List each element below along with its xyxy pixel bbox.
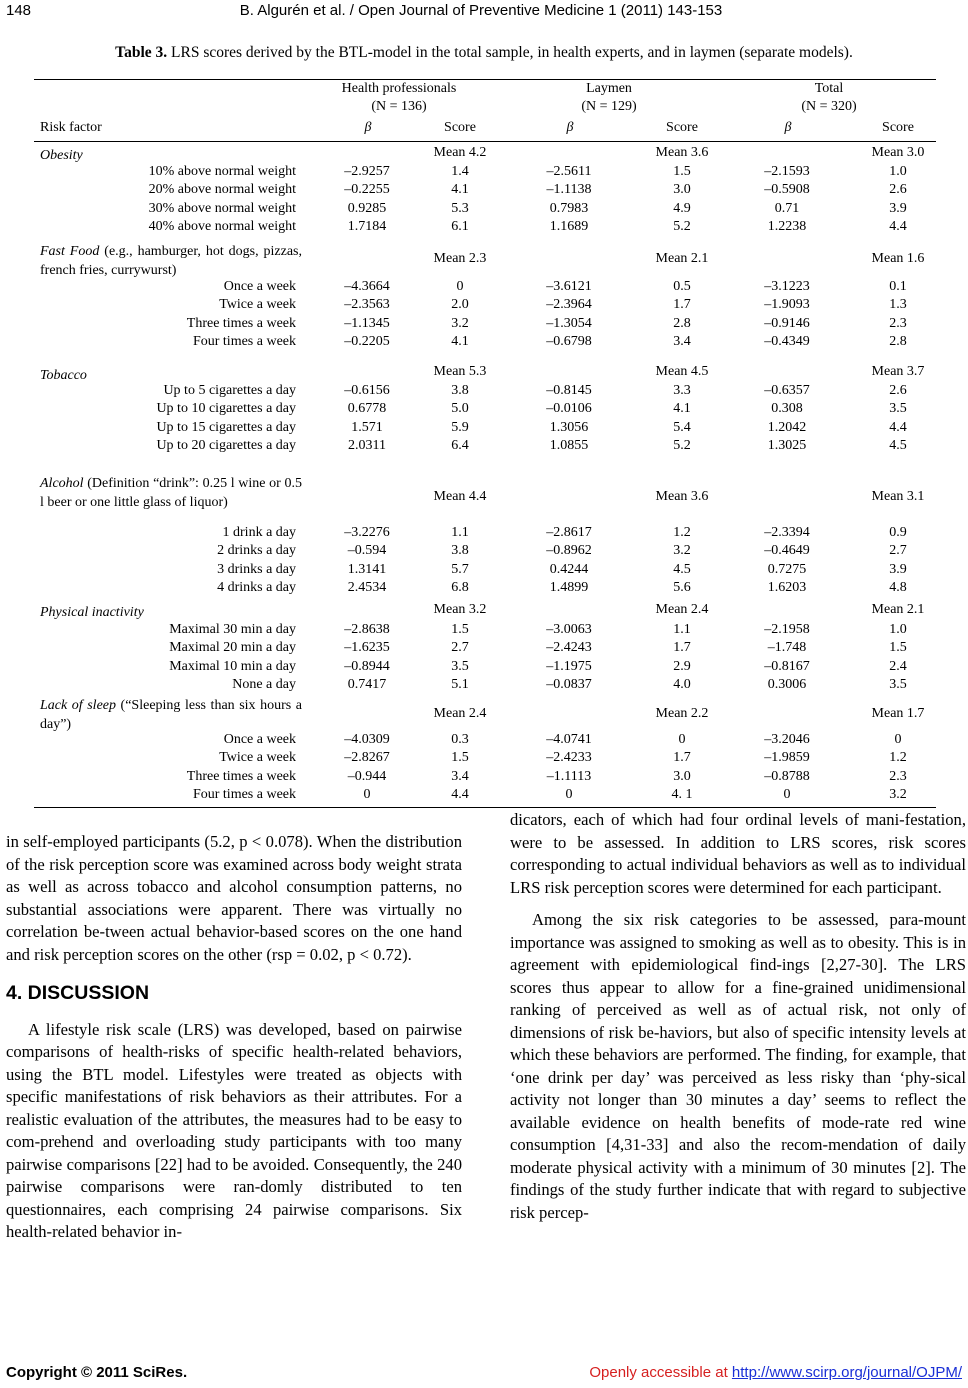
beta-value: –0.0106 (546, 401, 592, 417)
beta-value: –3.2276 (344, 525, 390, 540)
category-mean: Mean 3.2 (433, 602, 487, 617)
score-value: 2.4 (889, 658, 907, 674)
category-mean: Mean 1.7 (871, 706, 925, 721)
beta-value: –3.0063 (546, 622, 592, 637)
score-value: 1.0 (889, 622, 907, 637)
score-value: 3.5 (889, 677, 907, 693)
score-value: 4. 1 (671, 787, 693, 803)
score-header: Score (444, 120, 476, 135)
score-value: 0.1 (889, 279, 907, 294)
level-label: Up to 20 cigarettes a day (156, 438, 296, 454)
beta-value: 1.0855 (549, 438, 589, 454)
beta-value: 0.3006 (767, 677, 807, 693)
score-value: 2.8 (673, 315, 691, 331)
category-mean: Mean 2.4 (433, 706, 487, 721)
score-value: 6.4 (451, 438, 469, 454)
beta-value: –0.594 (347, 543, 387, 559)
score-value: 5.3 (451, 200, 469, 216)
beta-value: 0 (783, 787, 791, 803)
group-header-total (754, 80, 904, 116)
level-label: Once a week (223, 279, 296, 294)
category-mean: Mean 3.0 (871, 145, 925, 160)
beta-value: –2.3394 (764, 525, 810, 540)
beta-value: 1.571 (351, 419, 383, 435)
category-name: Fast Food (40, 244, 100, 259)
group-name: Health professionals (341, 81, 457, 96)
beta-value: –2.8638 (344, 622, 390, 637)
beta-value: –0.2205 (344, 334, 390, 350)
beta-value: –1.1138 (546, 182, 592, 198)
score-value: 2.7 (451, 640, 469, 656)
score-value: 2.7 (889, 543, 907, 559)
score-value: 3.4 (673, 334, 691, 350)
score-value: 5.4 (673, 419, 691, 435)
group-header-health-professionals (314, 80, 484, 116)
score-value: 6.1 (451, 219, 469, 235)
beta-value: –2.3964 (546, 297, 592, 313)
beta-value: 0.308 (771, 401, 803, 417)
score-value: 3.4 (451, 768, 469, 784)
score-value: 3.0 (673, 768, 691, 784)
score-value: 4.4 (889, 419, 907, 435)
score-value: 3.5 (451, 658, 469, 674)
score-value: 3.5 (889, 401, 907, 417)
level-label: Up to 10 cigarettes a day (156, 401, 296, 417)
category-mean: Mean 2.2 (655, 706, 709, 721)
level-label: Four times a week (192, 787, 296, 803)
level-label: 10% above normal weight (148, 164, 296, 179)
score-value: 0 (456, 279, 464, 294)
access-text: Openly accessible at (589, 1364, 732, 1381)
score-header: Score (666, 120, 698, 135)
beta-value: –2.8617 (546, 525, 592, 540)
category-mean: Mean 3.7 (871, 364, 925, 379)
category-name: Physical inactivity (40, 605, 144, 620)
score-value: 1.5 (673, 164, 691, 179)
level-label: Maximal 30 min a day (169, 622, 296, 637)
beta-value: –0.4349 (764, 334, 810, 350)
category-mean: Mean 2.4 (655, 602, 709, 617)
score-value: 1.7 (673, 297, 691, 313)
score-value: 4.4 (451, 787, 469, 803)
score-value: 4.9 (673, 200, 691, 216)
level-label: Maximal 10 min a day (169, 658, 296, 674)
beta-value: –3.2046 (764, 732, 810, 747)
beta-value: –0.6156 (344, 383, 390, 398)
left-column (6, 831, 462, 1244)
copyright-notice: Copyright © 2011 SciRes. (6, 1364, 188, 1381)
beta-value: –3.6121 (546, 279, 592, 294)
score-value: 1.2 (889, 750, 907, 766)
beta-value: –0.6798 (546, 334, 592, 350)
score-value: 3.9 (889, 200, 907, 216)
category-name: Lack of sleep (40, 698, 116, 713)
level-label: 4 drinks a day (217, 580, 296, 596)
beta-value: 1.4899 (549, 580, 589, 596)
score-header: Score (882, 120, 914, 135)
beta-value: 1.2042 (767, 419, 807, 435)
score-value: 5.0 (451, 401, 469, 417)
score-value: 0.5 (673, 279, 691, 294)
beta-value: –1.6235 (344, 640, 390, 656)
beta-value: –2.4243 (546, 640, 592, 656)
beta-value: –2.1593 (764, 164, 810, 179)
category-description: (Definition “drink”: 0.25 l wine or 0.5 l beer or one little glass of liquor) (40, 476, 302, 510)
beta-value: –0.8167 (764, 658, 810, 674)
score-value: 5.7 (451, 561, 469, 577)
beta-value: 1.3141 (347, 561, 387, 577)
score-value: 2.3 (889, 768, 907, 784)
group-name: Laymen (586, 81, 632, 96)
score-value: 5.6 (673, 580, 691, 596)
beta-value: 0 (565, 787, 573, 803)
score-value: 4.5 (889, 438, 907, 454)
score-value: 3.0 (673, 182, 691, 198)
category-mean: Mean 2.1 (871, 602, 925, 617)
category-mean: Mean 3.1 (871, 489, 925, 504)
score-value: 2.6 (889, 182, 907, 198)
score-value: 5.2 (673, 219, 691, 235)
category-label (40, 603, 302, 622)
score-value: 1.0 (889, 164, 907, 179)
score-value: 2.0 (451, 297, 469, 313)
score-value: 2.6 (889, 383, 907, 398)
score-value: 3.2 (673, 543, 691, 559)
beta-value: –0.8962 (546, 543, 592, 559)
category-label (40, 242, 302, 280)
score-value: 0.9 (889, 525, 907, 540)
level-label: Maximal 20 min a day (169, 640, 296, 656)
beta-value: 1.3025 (767, 438, 807, 454)
category-label (40, 146, 302, 165)
category-mean: Mean 2.3 (433, 251, 487, 266)
score-value: 1.1 (451, 525, 469, 540)
beta-value: 0.7417 (347, 677, 387, 693)
category-mean: Mean 4.5 (655, 364, 709, 379)
category-label (40, 696, 302, 734)
beta-value: 0.4244 (549, 561, 589, 577)
level-label: 2 drinks a day (217, 543, 296, 559)
score-value: 5.9 (451, 419, 469, 435)
left-paragraph-1: in self-employed participants (5.2, p < 0.078). When the distribution of the risk perception score was examined across body weight strata as well as across tobacco and alcohol consumption patterns, no substantial associations were apparent. There was virtually no correlation be-tween actual behavior-based scores on the one hand and risk perception scores on the other (rsp = 0.02, p < 0.72). (6, 832, 462, 964)
beta-value: –2.3563 (344, 297, 390, 313)
beta-value: –4.0741 (546, 732, 592, 747)
score-value: 3.2 (451, 315, 469, 331)
beta-value: –4.3664 (344, 279, 390, 294)
score-value: 0 (894, 732, 902, 747)
score-value: 4.4 (889, 219, 907, 235)
beta-value: –0.6357 (764, 383, 810, 398)
group-header-laymen (534, 80, 684, 116)
score-value: 2.3 (889, 315, 907, 331)
beta-value: 0.9285 (347, 200, 387, 216)
beta-value: 0.71 (774, 200, 800, 216)
score-value: 1.2 (673, 525, 691, 540)
beta-value: 2.0311 (348, 438, 386, 454)
score-value: 4.5 (673, 561, 691, 577)
category-name: Alcohol (40, 476, 84, 491)
beta-value: –1.748 (767, 640, 807, 656)
level-label: 20% above normal weight (148, 182, 296, 198)
table-bottom-rule (34, 807, 936, 808)
beta-value: –2.9257 (344, 164, 390, 179)
score-value: 3.8 (451, 383, 469, 398)
level-label: 40% above normal weight (148, 219, 296, 235)
level-label: Twice a week (219, 297, 296, 313)
beta-value: 0 (363, 787, 371, 803)
category-mean: Mean 3.6 (655, 489, 709, 504)
beta-value: –2.4233 (546, 750, 592, 766)
beta-value: 0.7983 (549, 200, 589, 216)
category-mean: Mean 1.6 (871, 251, 925, 266)
beta-value: –0.0837 (546, 677, 592, 693)
table-caption-label: Table 3. (115, 44, 168, 61)
group-n: (N = 320) (801, 99, 857, 114)
page-number: 148 (6, 2, 32, 19)
beta-value: 0.6778 (347, 401, 387, 417)
beta-value: 1.7184 (347, 219, 387, 235)
beta-value: –0.2255 (344, 182, 390, 198)
score-value: 1.7 (673, 640, 691, 656)
beta-value: –3.1223 (764, 279, 810, 294)
table-header-rule (34, 141, 936, 142)
category-label (40, 474, 302, 512)
score-value: 3.3 (673, 383, 691, 398)
score-value: 1.5 (889, 640, 907, 656)
category-description: (“Sleeping less than six hours a day”) (40, 698, 302, 732)
beta-value: 1.1689 (549, 219, 589, 235)
score-value: 1.7 (673, 750, 691, 766)
beta-value: 2.4534 (347, 580, 387, 596)
score-value: 4.0 (673, 677, 691, 693)
beta-value: –0.8145 (546, 383, 592, 398)
beta-value: 1.3056 (549, 419, 589, 435)
beta-header: β (364, 120, 372, 135)
group-name: Total (814, 81, 844, 96)
category-mean: Mean 3.6 (655, 145, 709, 160)
score-value: 2.8 (889, 334, 907, 350)
score-value: 1.1 (673, 622, 691, 637)
score-value: 3.9 (889, 561, 907, 577)
beta-value: –2.8267 (344, 750, 390, 766)
beta-value: –0.4649 (764, 543, 810, 559)
right-paragraph-2: Among the six risk categories to be assessed, para-mount importance was assigned to smoking as well as to obesity. This is in agreement with epidemiological find-ings [2,27-30]. The LRS scores thus appear to allow for a fine-grained unidimensional ranking of perceived as well as of actual risk, not only of dimensions of risk be-haviors, but also of specific intensity levels at which these behaviors are performed. The finding, for example, that ‘one drink per day’ was perceived as less risky than ‘phy-sical activity not longer than 30 minutes a day’ seems to reflect the available evidence on health benefits of mode-rate red wine consumption [4,31-33] and also the recom-mendation of daily moderate physical activity with a minimum of 30 minutes [2]. The findings of the study further indicate that with regard to subjective risk percep- (510, 910, 966, 1222)
score-value: 5.1 (451, 677, 469, 693)
beta-value: –2.1958 (764, 622, 810, 637)
score-value: 3.2 (889, 787, 907, 803)
score-value: 6.8 (451, 580, 469, 596)
category-description: (e.g., hamburger, hot dogs, pizzas, french fries, currywurst) (40, 244, 302, 278)
score-value: 4.1 (451, 334, 469, 350)
beta-value: 1.2238 (767, 219, 807, 235)
beta-value: –1.1975 (546, 658, 592, 674)
right-column (510, 809, 966, 1224)
level-label: Once a week (223, 732, 296, 747)
beta-value: –1.9093 (764, 297, 810, 313)
level-label: Three times a week (186, 768, 296, 784)
group-n: (N = 136) (371, 99, 427, 114)
category-name: Obesity (40, 148, 83, 163)
group-n: (N = 129) (581, 99, 637, 114)
beta-value: –1.1113 (546, 768, 592, 784)
score-value: 1.4 (451, 164, 469, 179)
beta-value: –2.5611 (546, 164, 592, 179)
risk-factor-header: Risk factor (40, 120, 102, 135)
beta-value: –1.9859 (764, 750, 810, 766)
table-caption-text: LRS scores derived by the BTL-model in the total sample, in health experts, and in laymen (separate models). (167, 44, 853, 61)
beta-value: –0.5908 (764, 182, 810, 198)
beta-value: 0.7275 (767, 561, 807, 577)
journal-citation: B. Algurén et al. / Open Journal of Preventive Medicine 1 (2011) 143-153 (239, 2, 723, 19)
beta-value: 1.6203 (767, 580, 807, 596)
beta-value: –1.3054 (546, 315, 592, 331)
score-value: 5.2 (673, 438, 691, 454)
level-label: Four times a week (192, 334, 296, 350)
category-name: Tobacco (40, 368, 87, 383)
open-access-notice (589, 1364, 962, 1381)
score-value: 4.1 (673, 401, 691, 417)
score-value: 4.8 (889, 580, 907, 596)
right-paragraph-1: dicators, each of which had four ordinal levels of mani-festation, were to be assessed. In addition to LRS scores, risk scores corresponding to actual individual behaviors as well as to individual LRS risk perception scores were determined for each participant. (510, 810, 966, 897)
level-label: None a day (232, 677, 296, 693)
category-mean: Mean 4.2 (433, 145, 487, 160)
running-header (6, 2, 956, 22)
score-value: 0.3 (451, 732, 469, 747)
beta-value: –0.9146 (764, 315, 810, 331)
beta-header: β (566, 120, 574, 135)
score-value: 1.3 (889, 297, 907, 313)
beta-value: –0.944 (347, 768, 387, 784)
beta-value: –1.1345 (344, 315, 390, 331)
level-label: 3 drinks a day (217, 561, 296, 577)
level-label: Up to 15 cigarettes a day (156, 419, 296, 435)
level-label: Twice a week (219, 750, 296, 766)
score-value: 1.5 (451, 750, 469, 766)
category-mean: Mean 2.1 (655, 251, 709, 266)
journal-url-link[interactable]: http://www.scirp.org/journal/OJPM/ (731, 1364, 962, 1381)
level-label: Up to 5 cigarettes a day (163, 383, 296, 398)
section-heading-discussion: 4. DISCUSSION (6, 982, 150, 1004)
level-label: 30% above normal weight (148, 200, 296, 216)
beta-value: –0.8944 (344, 658, 390, 674)
beta-value: –4.0309 (344, 732, 390, 747)
score-value: 1.5 (451, 622, 469, 637)
table-caption (0, 44, 968, 62)
score-value: 0 (678, 732, 686, 747)
category-mean: Mean 5.3 (433, 364, 487, 379)
score-value: 3.8 (451, 543, 469, 559)
level-label: Three times a week (186, 315, 296, 331)
category-mean: Mean 4.4 (433, 489, 487, 504)
score-value: 2.9 (673, 658, 691, 674)
score-value: 4.1 (451, 182, 469, 198)
level-label: 1 drink a day (222, 525, 296, 540)
beta-value: –0.8788 (764, 768, 810, 784)
beta-header: β (784, 120, 792, 135)
left-paragraph-2: A lifestyle risk scale (LRS) was developed, based on pairwise comparisons of health-risks of specific health-related behaviors, using the BTL model. Lifestyles were treated as objects with specific manifestations of risk behaviors as their attributes. For a realistic evaluation of the attributes, the measures had to be easy to com-prehend and overloading study participants with too many pairwise comparisons [22] had to be avoided. Consequently, the 240 pairwise comparisons were ran-domly distributed to ten questionnaires, each comprising 24 pairwise comparisons. Six health-related behavior in- (6, 1019, 462, 1241)
